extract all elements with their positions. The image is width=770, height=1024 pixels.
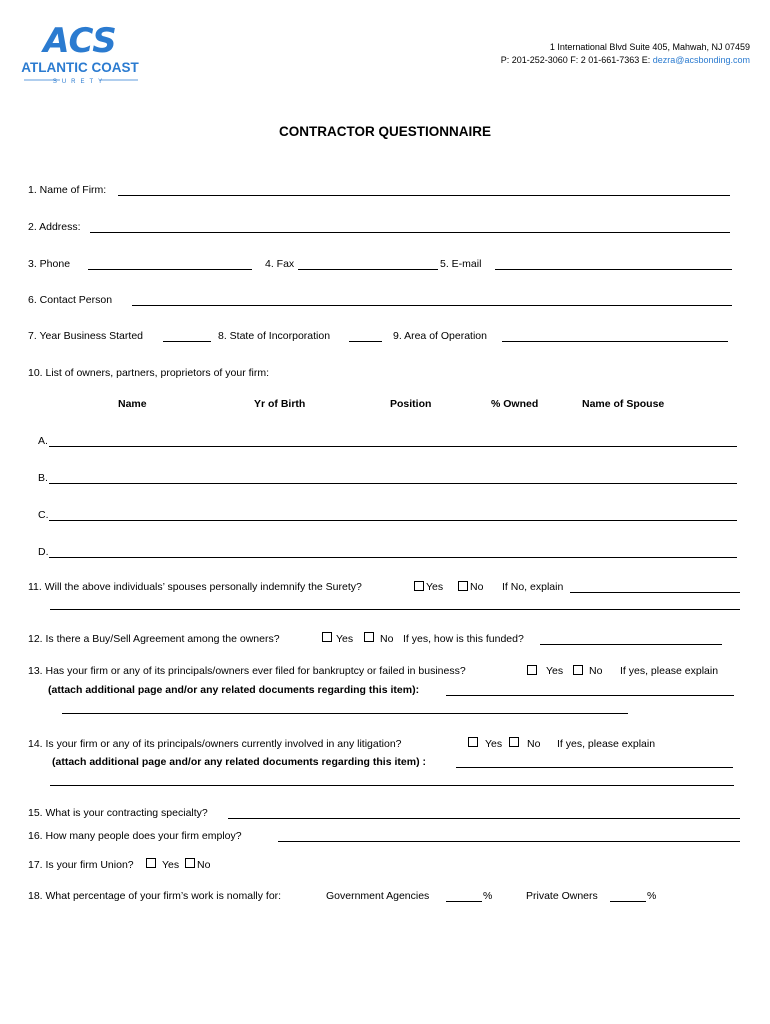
state-incorporation-field[interactable] <box>349 341 382 342</box>
company-logo <box>18 18 148 86</box>
email-field[interactable] <box>495 269 732 270</box>
q17-no-checkbox[interactable] <box>185 858 195 868</box>
q13-yes-label: Yes <box>546 665 564 677</box>
q18-label: 18. What percentage of your firm’s work is nomally for: <box>28 890 282 902</box>
q14-attach-note: (attach additional page and/or any related documents regarding this item) : <box>52 756 426 768</box>
q11-explain-field-2[interactable] <box>50 609 740 610</box>
q10-label: 10. List of owners, partners, proprietors of your firm: <box>28 367 270 379</box>
q1-label: 1. Name of Firm: <box>28 184 107 196</box>
q12-funding-field[interactable] <box>540 644 722 645</box>
col-header-owned: % Owned <box>491 398 539 410</box>
company-address: 1 International Blvd Suite 405, Mahwah, NJ 07459 <box>549 42 750 52</box>
q14-yes-checkbox[interactable] <box>468 737 478 747</box>
specialty-field[interactable] <box>228 818 740 819</box>
owner-row-label: B. <box>38 472 48 484</box>
q11-yes-checkbox[interactable] <box>414 581 424 591</box>
q13-explain-field-2[interactable] <box>62 713 628 714</box>
q14-yes-label: Yes <box>485 738 503 750</box>
owner-row-c-field[interactable] <box>49 520 737 521</box>
q7-label: 7. Year Business Started <box>28 330 143 342</box>
owner-row-d-field[interactable] <box>49 557 737 558</box>
owner-row-a-field[interactable] <box>49 446 737 447</box>
employee-count-field[interactable] <box>278 841 740 842</box>
q18-private-label: Private Owners <box>526 890 598 902</box>
q13-label: 13. Has your firm or any of its principals/owners ever filed for bankruptcy or failed in business? <box>28 665 466 677</box>
q11-explain-label: If No, explain <box>502 581 564 593</box>
col-header-spouse: Name of Spouse <box>582 398 665 410</box>
q14-no-checkbox[interactable] <box>509 737 519 747</box>
q18-gov-percent-sign: % <box>483 890 493 902</box>
q18-private-percent-field[interactable] <box>610 901 646 902</box>
acs-logo-icon <box>18 18 148 86</box>
q12-yes-label: Yes <box>336 633 354 645</box>
q6-label: 6. Contact Person <box>28 294 113 306</box>
q17-label: 17. Is your firm Union? <box>28 859 134 871</box>
q4-label: 4. Fax <box>265 258 295 270</box>
company-contact <box>501 55 750 65</box>
q13-attach-note: (attach additional page and/or any related documents regarding this item): <box>48 684 420 696</box>
q13-no-checkbox[interactable] <box>573 665 583 675</box>
q11-label: 11. Will the above individuals’ spouses personally indemnify the Surety? <box>28 581 362 593</box>
q14-explain-field[interactable] <box>456 767 733 768</box>
address-field[interactable] <box>90 232 730 233</box>
q15-label: 15. What is your contracting specialty? <box>28 807 208 819</box>
q11-explain-field[interactable] <box>570 592 740 593</box>
company-phone-fax: P: 201-252-3060 F: 2 01-661-7363 E: <box>500 55 653 65</box>
q18-private-percent-sign: % <box>647 890 657 902</box>
q12-followup-label: If yes, how is this funded? <box>403 633 524 645</box>
q13-no-label: No <box>589 665 603 677</box>
q12-no-checkbox[interactable] <box>364 632 374 642</box>
q13-explain-field[interactable] <box>446 695 734 696</box>
owner-row-b-field[interactable] <box>49 483 737 484</box>
form-title: CONTRACTOR QUESTIONNAIRE <box>278 124 491 139</box>
q13-followup-label: If yes, please explain <box>620 665 719 677</box>
area-operation-field[interactable] <box>502 341 728 342</box>
q17-yes-label: Yes <box>162 859 180 871</box>
q11-no-label: No <box>470 581 484 593</box>
q14-label: 14. Is your firm or any of its principals/owners currently involved in any litigation? <box>28 738 402 750</box>
q12-no-label: No <box>380 633 394 645</box>
q16-label: 16. How many people does your firm employ? <box>28 830 242 842</box>
col-header-position: Position <box>390 398 432 410</box>
q18-gov-label: Government Agencies <box>326 890 430 902</box>
year-started-field[interactable] <box>163 341 211 342</box>
contact-person-field[interactable] <box>132 305 732 306</box>
owner-row-label: D. <box>38 546 49 558</box>
q14-no-label: No <box>527 738 541 750</box>
q2-label: 2. Address: <box>28 221 81 233</box>
q12-yes-checkbox[interactable] <box>322 632 332 642</box>
owner-row-label: C. <box>38 509 49 521</box>
q14-explain-field-2[interactable] <box>50 785 734 786</box>
q11-no-checkbox[interactable] <box>458 581 468 591</box>
phone-field[interactable] <box>88 269 252 270</box>
q12-label: 12. Is there a Buy/Sell Agreement among the owners? <box>28 633 280 645</box>
q3-label: 3. Phone <box>28 258 71 270</box>
q14-followup-label: If yes, please explain <box>557 738 656 750</box>
q9-label: 9. Area of Operation <box>393 330 487 342</box>
q13-yes-checkbox[interactable] <box>527 665 537 675</box>
col-header-yr-birth: Yr of Birth <box>254 398 306 410</box>
logo-company-name: ATLANTIC COAST <box>21 60 139 75</box>
firm-name-field[interactable] <box>118 195 730 196</box>
logo-letters: ACS <box>43 21 117 61</box>
company-email-link[interactable]: dezra@acsbonding.com <box>652 55 750 65</box>
col-header-name: Name <box>118 398 147 410</box>
q5-label: 5. E-mail <box>440 258 482 270</box>
q17-no-label: No <box>197 859 211 871</box>
q18-gov-percent-field[interactable] <box>446 901 482 902</box>
owner-row-label: A. <box>38 435 48 447</box>
q17-yes-checkbox[interactable] <box>146 858 156 868</box>
q11-yes-label: Yes <box>426 581 444 593</box>
fax-field[interactable] <box>298 269 438 270</box>
logo-tagline: SURETY <box>52 79 108 85</box>
q8-label: 8. State of Incorporation <box>218 330 331 342</box>
